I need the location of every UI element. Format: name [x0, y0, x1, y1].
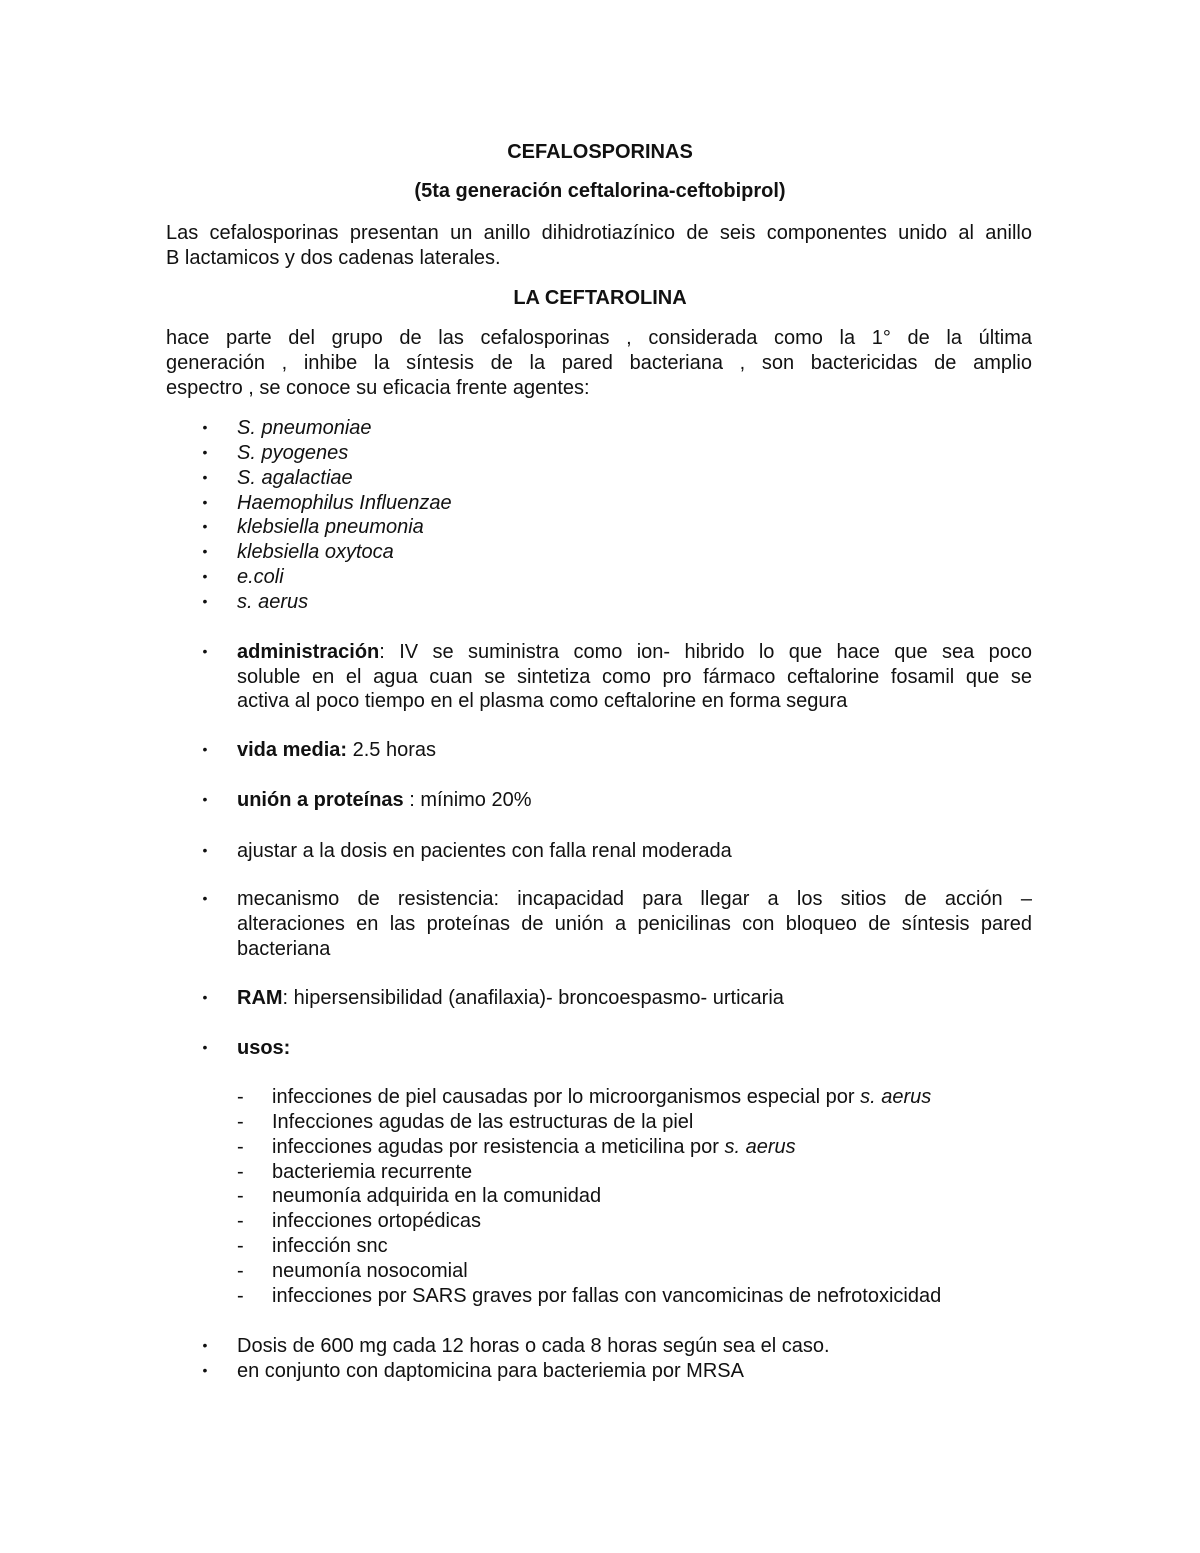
- ram-item: [237, 986, 784, 1011]
- document-subtitle: (5ta generación ceftalorina-ceftobiprol): [414, 180, 786, 202]
- bullet-icon: •: [202, 593, 208, 609]
- dosis-item: Dosis de 600 mg cada 12 horas o cada 8 horas según sea el caso.: [237, 1335, 830, 1357]
- organism-item: S. pneumoniae: [237, 417, 372, 439]
- conjunto-item: en conjunto con daptomicina para bacteriemia por MRSA: [237, 1360, 744, 1382]
- bullet-icon: •: [202, 989, 208, 1005]
- uso-item: [272, 1184, 601, 1209]
- uso-italic: s. aerus: [860, 1086, 932, 1108]
- bullet-icon: •: [202, 643, 208, 659]
- section-paragraph-line-3: espectro , se conoce su eficacia frente agentes:: [166, 377, 590, 399]
- bullet-icon: •: [202, 568, 208, 584]
- administracion-label: administración: [237, 641, 380, 663]
- bullet-icon: •: [202, 469, 208, 485]
- organism-item: Haemophilus Influenzae: [237, 492, 452, 514]
- mecanismo-line-1: mecanismo de resistencia: incapacidad para llegar a los sitios de acción –: [237, 888, 1032, 910]
- bullet-icon: •: [202, 842, 208, 858]
- bullet-icon: •: [202, 494, 208, 510]
- dash-marker: -: [237, 1210, 244, 1232]
- administracion-line-3: activa al poco tiempo en el plasma como ceftalorine en forma segura: [237, 690, 848, 712]
- bullet-icon: •: [202, 890, 208, 906]
- bullet-icon: •: [202, 444, 208, 460]
- dash-marker: -: [237, 1136, 244, 1158]
- vida-media-text: 2.5 horas: [347, 739, 436, 761]
- dash-marker: -: [237, 1161, 244, 1183]
- bullet-icon: •: [202, 791, 208, 807]
- vida-media-item: [237, 738, 436, 763]
- uso-text: neumonía adquirida en la comunidad: [272, 1185, 602, 1207]
- section-paragraph-line-1: hace parte del grupo de las cefalosporinas , considerada como la 1° de la última: [166, 327, 1032, 349]
- uso-text: bacteriemia recurrente: [272, 1161, 473, 1183]
- bullet-icon: •: [202, 543, 208, 559]
- dash-marker: -: [237, 1185, 244, 1207]
- bullet-icon: •: [202, 741, 208, 757]
- section-paragraph-line-2: generación , inhibe la síntesis de la pared bacteriana , son bactericidas de amplio: [166, 352, 1032, 374]
- usos-label: usos:: [237, 1037, 291, 1059]
- bullet-icon: •: [202, 1362, 208, 1378]
- ram-label: RAM: [237, 987, 283, 1009]
- uso-text: infecciones ortopédicas: [272, 1210, 482, 1232]
- uso-item: [272, 1110, 693, 1135]
- dash-marker: -: [237, 1111, 244, 1133]
- uso-item: [272, 1160, 472, 1185]
- uso-text: neumonía nosocomial: [272, 1260, 468, 1282]
- bullet-icon: •: [202, 419, 208, 435]
- intro-line-1: Las cefalosporinas presentan un anillo dihidrotiazínico de seis componentes unido al anillo: [166, 222, 1032, 244]
- uso-text: infecciones por SARS graves por fallas con vancomicinas de nefrotoxicidad: [272, 1285, 942, 1307]
- uso-text: infección snc: [272, 1235, 388, 1257]
- uso-item: [272, 1259, 468, 1284]
- mecanismo-line-2: alteraciones en las proteínas de unión a penicilinas con bloqueo de síntesis pared: [237, 913, 1032, 935]
- uso-italic: s. aerus: [724, 1136, 796, 1158]
- union-proteinas-text: : mínimo 20%: [403, 789, 532, 811]
- bullet-icon: •: [202, 518, 208, 534]
- dash-marker: -: [237, 1086, 244, 1108]
- ajustar-item: ajustar a la dosis en pacientes con falla renal moderada: [237, 840, 732, 862]
- administracion-line-2: soluble en el agua cuan se sintetiza como pro fármaco ceftalorine fosamil que se: [237, 666, 1032, 688]
- uso-item: [272, 1209, 481, 1234]
- uso-text: infecciones de piel causadas por lo microorganismos especial por: [272, 1086, 861, 1108]
- administracion-text: : IV se suministra como ion- hibrido lo que hace que sea poco: [379, 641, 1032, 663]
- organism-item: S. agalactiae: [237, 467, 353, 489]
- organism-item: S. pyogenes: [237, 442, 349, 464]
- organism-item: e.coli: [237, 566, 284, 588]
- section-heading: LA CEFTAROLINA: [513, 287, 687, 309]
- dash-marker: -: [237, 1235, 244, 1257]
- bullet-icon: •: [202, 1337, 208, 1353]
- administracion-line-1: [237, 640, 1032, 665]
- uso-text: infecciones agudas por resistencia a meticilina por: [272, 1136, 725, 1158]
- dash-marker: -: [237, 1285, 244, 1307]
- uso-item: [272, 1135, 796, 1160]
- organism-item: klebsiella oxytoca: [237, 541, 394, 563]
- document-title: CEFALOSPORINAS: [507, 141, 693, 163]
- uso-item: [272, 1085, 931, 1110]
- mecanismo-line-3: bacteriana: [237, 938, 331, 960]
- organism-item: s. aerus: [237, 591, 309, 613]
- dash-marker: -: [237, 1260, 244, 1282]
- organism-item: klebsiella pneumonia: [237, 516, 424, 538]
- intro-line-2: B lactamicos y dos cadenas laterales.: [166, 247, 501, 269]
- vida-media-label: vida media:: [237, 739, 348, 761]
- bullet-icon: •: [202, 1039, 208, 1055]
- uso-item: [272, 1234, 388, 1259]
- union-proteinas-item: [237, 788, 532, 813]
- ram-text: : hipersensibilidad (anafilaxia)- broncoespasmo- urticaria: [282, 987, 784, 1009]
- uso-text: Infecciones agudas de las estructuras de la piel: [272, 1111, 694, 1133]
- union-proteinas-label: unión a proteínas: [237, 789, 404, 811]
- uso-item: [272, 1284, 941, 1309]
